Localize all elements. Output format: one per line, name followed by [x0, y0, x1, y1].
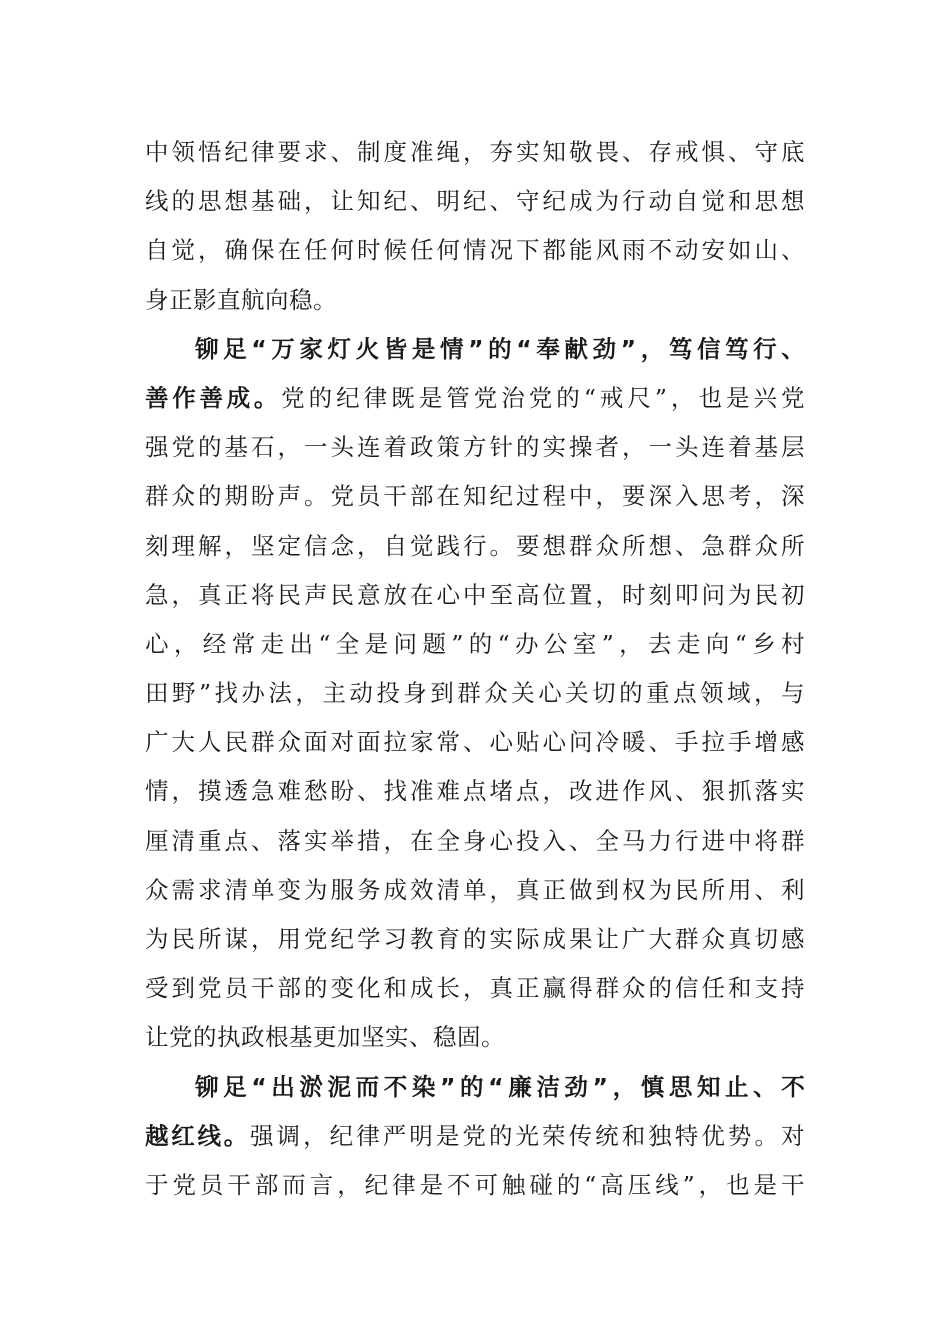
section-heading-continuation: 善作善成。: [145, 383, 282, 412]
paragraph-line: 群众的期盼声。党员干部在知纪过程中，要深入思考，深: [145, 482, 805, 511]
paragraph-3: [145, 1063, 805, 1211]
paragraph-line: 厘清重点、落实举措，在全身心投入、全马力行进中将群: [145, 826, 805, 855]
paragraph-line: [145, 374, 805, 423]
paragraph-line: 情，摸透急难愁盼、找准难点堵点，改进作风、狠抓落实: [145, 777, 805, 806]
paragraph-line: 刻理解，坚定信念，自觉践行。要想群众所想、急群众所: [145, 531, 805, 560]
paragraph-1: [145, 128, 805, 325]
section-heading: 铆足“出淤泥而不染”的“廉洁劲”，慎思知止、不: [195, 1072, 805, 1101]
paragraph-line: 强党的基石，一头连着政策方针的实操者，一头连着基层: [145, 433, 805, 462]
paragraph-text: 党的纪律既是管党治党的“戒尺”，也是兴党: [281, 383, 805, 412]
paragraph-line: 自觉，确保在任何时候任何情况下都能风雨不动安如山、: [145, 236, 805, 265]
paragraph-line: 急，真正将民声民意放在心中至高位置，时刻叩问为民初: [145, 580, 805, 609]
paragraph-line: 田野”找办法，主动投身到群众关心关切的重点领域，与: [145, 679, 805, 708]
paragraph-line: 为民所谋，用党纪学习教育的实际成果让广大群众真切感: [145, 925, 805, 953]
paragraph-text: 强调，纪律严明是党的光荣传统和独特优势。对: [250, 1121, 805, 1150]
paragraph-line: 受到党员干部的变化和成长，真正赢得群众的信任和支持: [145, 974, 805, 1003]
paragraph-line: 身正影直航向稳。: [145, 285, 337, 314]
document-body: [145, 128, 805, 1210]
paragraph-line: 心，经常走出“全是问题”的“办公室”，去走向“乡村: [145, 629, 805, 658]
paragraph-line: 众需求清单变为服务成效清单，真正做到权为民所用、利: [145, 875, 805, 904]
paragraph-line: 于党员干部而言，纪律是不可触碰的“高压线”，也是干: [145, 1170, 805, 1199]
section-heading-continuation: 越红线。: [145, 1121, 250, 1150]
paragraph-line: [145, 1112, 805, 1161]
paragraph-line: 线的思想基础，让知纪、明纪、守纪成为行动自觉和思想: [145, 187, 805, 216]
paragraph-line: 中领悟纪律要求、制度准绳，夯实知敬畏、存戒惧、守底: [145, 138, 805, 166]
paragraph-line: 让党的执政根基更加坚实、稳固。: [145, 1023, 505, 1052]
section-heading: 铆足“万家灯火皆是情”的“奉献劲”，笃信笃行、: [195, 334, 805, 363]
paragraph-line: 广大人民群众面对面拉家常、心贴心问冷暖、手拉手增感: [145, 728, 805, 757]
paragraph-2: [145, 325, 805, 1063]
